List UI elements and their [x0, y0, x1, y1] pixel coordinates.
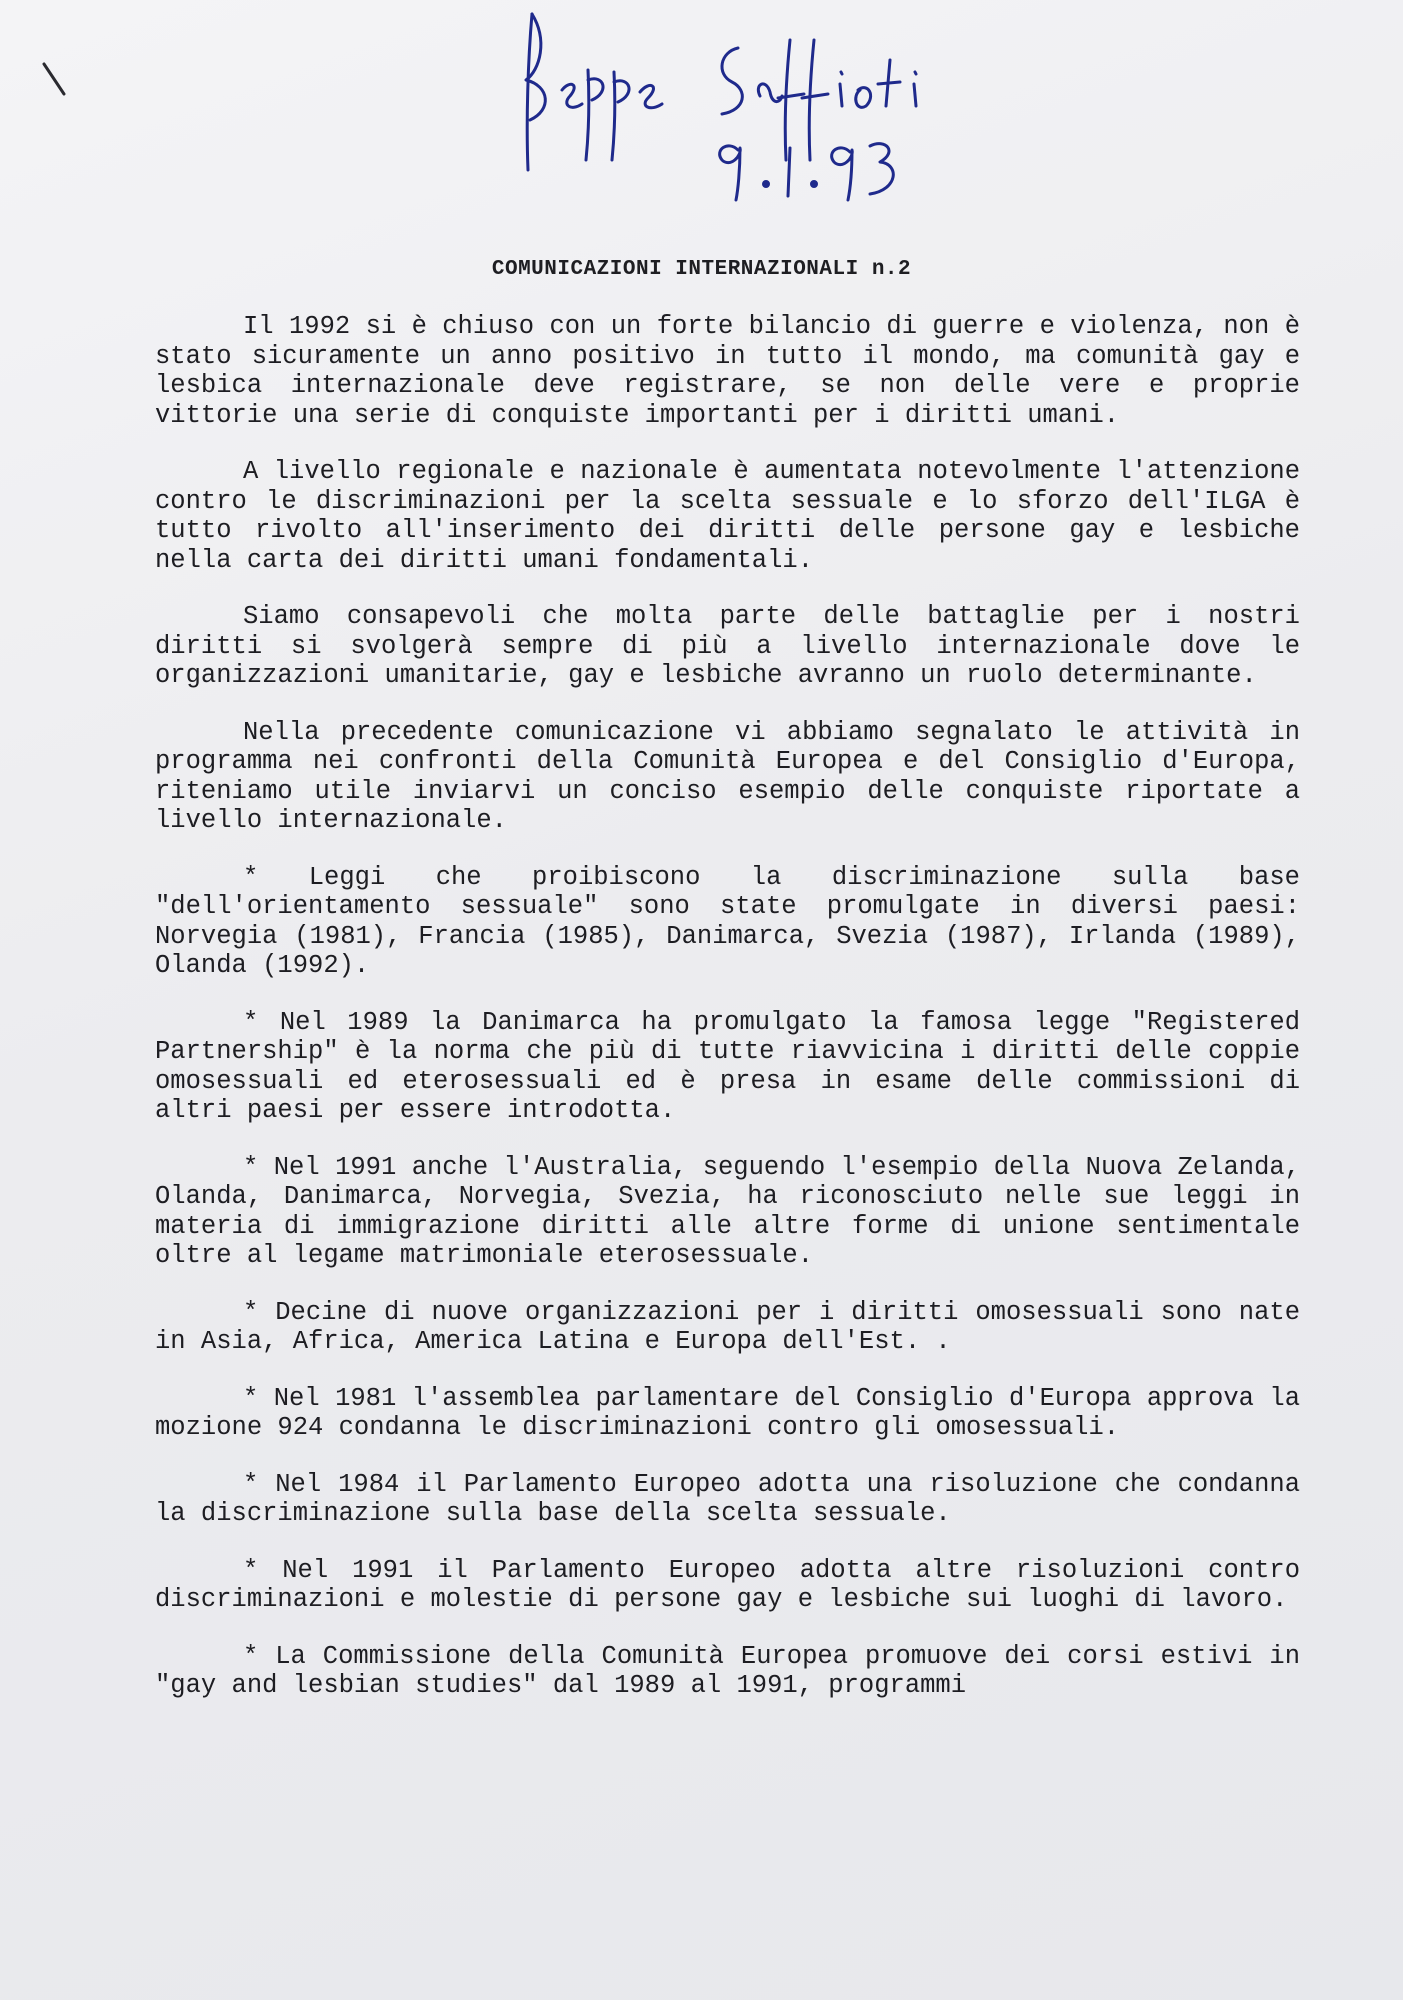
list-item: * Leggi che proibiscono la discriminazione sulla base "dell'orientamento sessuale" sono state promulgate in diversi paesi: Norvegia (1981), Francia (1985), Danimarca, Svezia (1987), Irlanda (1989), Olanda (1992).	[155, 862, 1300, 980]
document-body	[155, 312, 1300, 1701]
list-item: * Nel 1984 il Parlamento Europeo adotta una risoluzione che condanna la discriminazione sulla base della scelta sessuale.	[155, 1469, 1300, 1528]
handwritten-signature	[470, 0, 1110, 250]
paragraph: A livello regionale e nazionale è aumentata notevolmente l'attenzione contro le discriminazioni per la scelta sessuale e lo sforzo dell'ILGA è tutto rivolto all'inserimento dei diritti delle persone gay e lesbiche nella carta dei diritti umani fondamentali.	[155, 457, 1300, 575]
paragraph: Nella precedente comunicazione vi abbiamo segnalato le attività in programma nei confronti della Comunità Europea e del Consiglio d'Europa, riteniamo utile inviarvi un conciso esempio delle conquiste riportate a livello internazionale.	[155, 717, 1300, 835]
list-item: * Nel 1989 la Danimarca ha promulgato la famosa legge "Registered Partnership" è la norma che più di tutte riavvicina i diritti delle coppie omosessuali ed eterosessuali ed è presa in esame delle commissioni di altri paesi per essere introdotta.	[155, 1007, 1300, 1125]
paragraph: Il 1992 si è chiuso con un forte bilancio di guerre e violenza, non è stato sicuramente un anno positivo in tutto il mondo, ma comunità gay e lesbica internazionale deve registrare, se non delle vere e proprie vittorie una serie di conquiste importanti per i diritti umani.	[155, 312, 1300, 430]
list-item: * Nel 1991 anche l'Australia, seguendo l'esempio della Nuova Zelanda, Olanda, Danimarca, Norvegia, Svezia, ha riconosciuto nelle sue leggi in materia di immigrazione diritti alle altre forme di unione sentimentale oltre al legame matrimoniale eterosessuale.	[155, 1152, 1300, 1270]
list-item: * Decine di nuove organizzazioni per i diritti omosessuali sono nate in Asia, Africa, America Latina e Europa dell'Est. .	[155, 1297, 1300, 1356]
list-item: * La Commissione della Comunità Europea promuove dei corsi estivi in "gay and lesbian studies" dal 1989 al 1991, programmi	[155, 1641, 1300, 1700]
list-item: * Nel 1981 l'assemblea parlamentare del Consiglio d'Europa approva la mozione 924 condanna le discriminazioni contro gli omosessuali.	[155, 1383, 1300, 1442]
list-item: * Nel 1991 il Parlamento Europeo adotta altre risoluzioni contro discriminazioni e molestie di persone gay e lesbiche sui luoghi di lavoro.	[155, 1555, 1300, 1614]
pen-mark	[40, 60, 70, 100]
paragraph: Siamo consapevoli che molta parte delle battaglie per i nostri diritti si svolgerà sempre di più a livello internazionale dove le organizzazioni umanitarie, gay e lesbiche avranno un ruolo determinante.	[155, 602, 1300, 690]
document-title: COMUNICAZIONI INTERNAZIONALI n.2	[491, 258, 912, 281]
